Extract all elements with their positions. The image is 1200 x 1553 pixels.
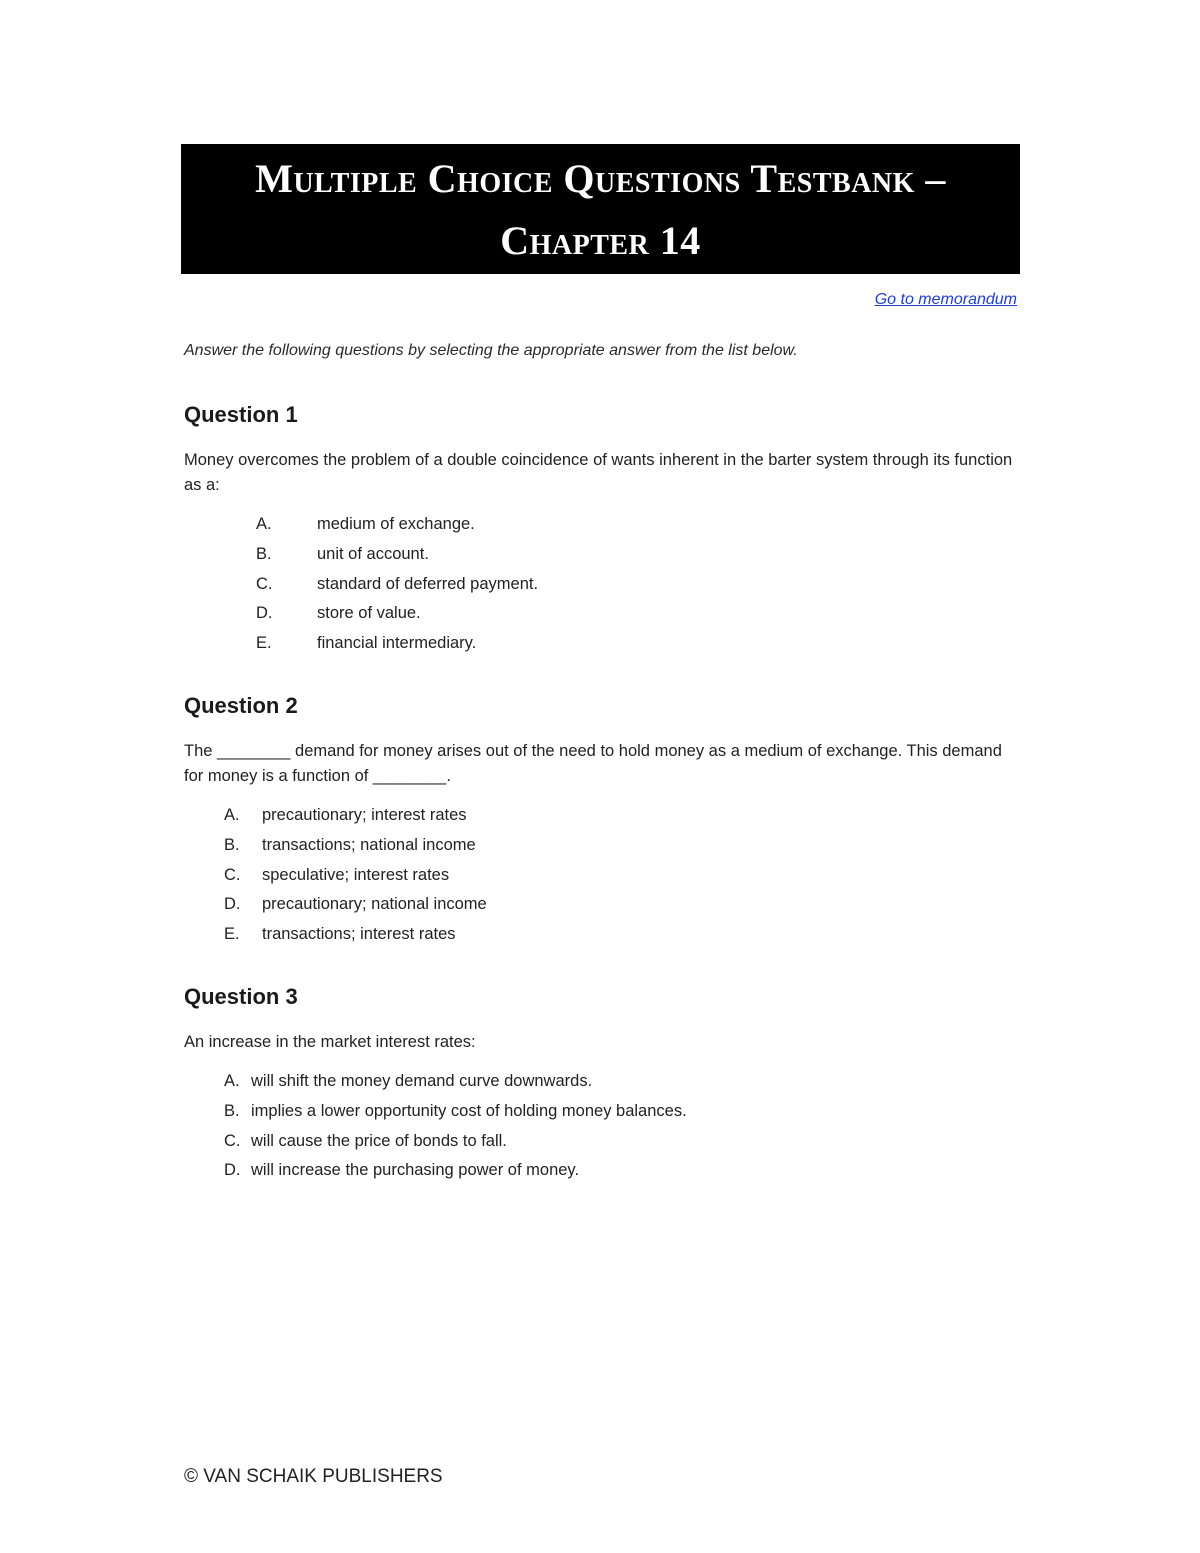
option-letter: A. [224,1072,240,1090]
option-text: transactions; interest rates [262,925,456,944]
title-banner [181,144,1020,274]
option-text: store of value. [317,604,421,623]
option-text: precautionary; interest rates [262,806,467,824]
option-letter: B. [224,1101,240,1120]
question-heading: Question 2 [184,693,298,718]
question-3 [184,984,1014,1186]
option-text: transactions; national income [262,835,476,854]
option-letter: E. [256,634,272,653]
option-letter: D. [224,1161,241,1180]
question-text: An increase in the market interest rates: [184,1033,476,1051]
option-text: precautionary; national income [262,895,487,914]
option-d[interactable] [184,1156,1014,1186]
option-a[interactable] [184,1067,1014,1097]
option-letter: D. [224,895,241,914]
option-text: speculative; interest rates [262,865,450,884]
option-e[interactable] [184,920,1014,950]
option-letter: E. [224,925,240,944]
option-b[interactable] [184,831,1014,861]
option-letter: A. [224,806,240,824]
option-text: will cause the price of bonds to fall. [251,1131,507,1150]
option-d[interactable] [184,599,1014,629]
question-text: The ________ demand for money arises out of the need to hold money as a medium of exchange. This demand for money is a function of ________. [184,742,1002,785]
title-line-2: Chapter 14 [500,218,701,263]
question-2 [184,693,1014,950]
option-e[interactable] [184,629,1014,659]
option-c[interactable] [184,861,1014,891]
option-c[interactable] [184,1127,1014,1157]
instructions-text: Answer the following questions by selecting the appropriate answer from the list below. [184,342,798,359]
option-text: will increase the purchasing power of money. [251,1161,580,1180]
option-list [184,801,1014,950]
option-text: unit of account. [317,544,429,563]
question-heading: Question 1 [184,402,298,427]
question-1 [184,402,1014,659]
option-letter: D. [256,604,273,623]
option-list [184,510,1014,659]
option-letter: B. [224,835,240,854]
option-a[interactable] [184,801,1014,831]
option-list [184,1067,1014,1186]
option-letter: C. [224,1131,241,1150]
option-a[interactable] [184,510,1014,540]
option-letter: B. [256,544,272,563]
question-text: Money overcomes the problem of a double coincidence of wants inherent in the barter system through its function as a: [184,451,1013,494]
option-text: implies a lower opportunity cost of holding money balances. [251,1101,687,1120]
option-text: financial intermediary. [317,634,477,653]
option-letter: C. [224,865,241,884]
option-text: medium of exchange. [317,515,475,533]
footer-copyright: © VAN SCHAIK PUBLISHERS [184,1466,443,1487]
question-heading: Question 3 [184,984,298,1009]
option-b[interactable] [184,1097,1014,1127]
title-line-1: Multiple Choice Questions Testbank – [255,156,946,201]
option-b[interactable] [184,540,1014,570]
option-d[interactable] [184,890,1014,920]
option-letter: C. [256,574,273,593]
option-text: will shift the money demand curve downwards. [251,1072,593,1090]
option-c[interactable] [184,570,1014,600]
option-letter: A. [256,515,272,533]
memorandum-link[interactable]: Go to memorandum [874,291,1017,308]
option-text: standard of deferred payment. [317,574,539,593]
